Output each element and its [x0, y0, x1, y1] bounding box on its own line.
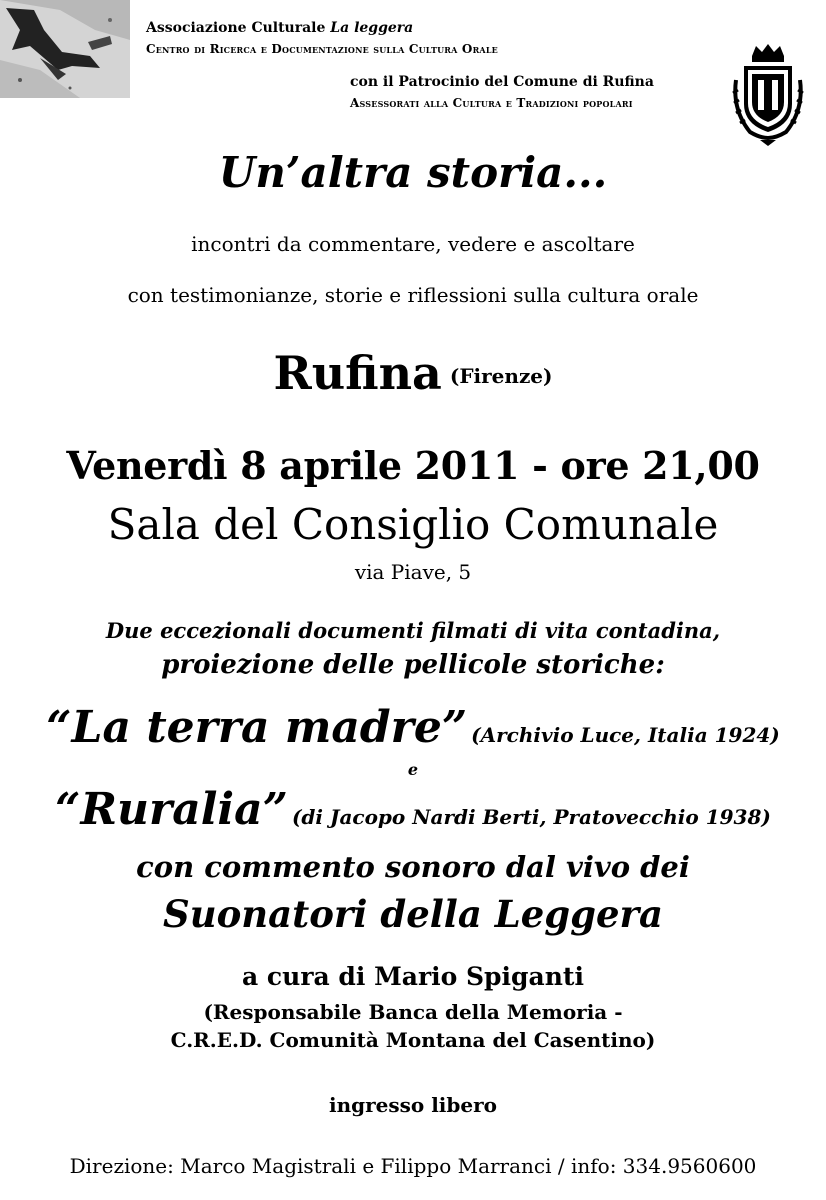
film-2-note: (di Jacopo Nardi Berti, Pratovecchio 1938): [291, 805, 771, 829]
film-1-title: “La terra madre”: [46, 702, 468, 753]
event-title: Un’altra storia...: [218, 148, 608, 197]
band-name: Suonatori della Leggera: [162, 892, 664, 936]
research-center: Centro di Ricerca e Documentazione sulla Cultura Orale: [146, 42, 498, 56]
departments-line: Assessorati alla Cultura e Tradizioni popolari: [350, 96, 633, 110]
footer-contacts: Direzione: Marco Magistrali e Filippo Marranci / info: 334.9560600: [69, 1154, 757, 1178]
film-2: [0, 784, 826, 835]
program-intro-line1: Due eccezionali documenti filmati di vita contadina,: [105, 618, 721, 643]
association-name: Associazione Culturale La leggera: [146, 20, 414, 36]
province: (Firenze): [449, 364, 553, 388]
event-datetime: Venerdì 8 aprile 2011 - ore 21,00: [66, 443, 760, 488]
conjunction: e: [407, 760, 419, 779]
event-subtitle-line2: con testimonianze, storie e riflessioni sulla cultura orale: [127, 283, 699, 307]
association-logo: [0, 0, 130, 98]
event-subtitle-line1: incontri da commentare, vedere e ascoltare: [191, 232, 635, 256]
municipal-crest: [730, 40, 806, 148]
curator-line: a cura di Mario Spiganti: [242, 962, 584, 991]
film-1-note: (Archivio Luce, Italia 1924): [471, 723, 780, 747]
program-intro-line2: proiezione delle pellicole storiche:: [161, 650, 665, 680]
commentary-line: con commento sonoro dal vivo dei: [136, 850, 690, 884]
event-venue: Sala del Consiglio Comunale: [107, 500, 719, 549]
film-1: [0, 702, 826, 753]
curator-role-line2: C.R.E.D. Comunità Montana del Casentino): [170, 1028, 656, 1052]
town-name: Rufina: [273, 346, 442, 400]
patronage-line: con il Patrocinio del Comune di Rufina: [350, 74, 654, 90]
event-location: [0, 346, 826, 400]
film-2-title: “Ruralia”: [55, 784, 288, 835]
event-address: via Piave, 5: [354, 560, 472, 584]
admission-note: ingresso libero: [329, 1093, 497, 1117]
curator-role-line1: (Responsabile Banca della Memoria -: [203, 1000, 623, 1024]
